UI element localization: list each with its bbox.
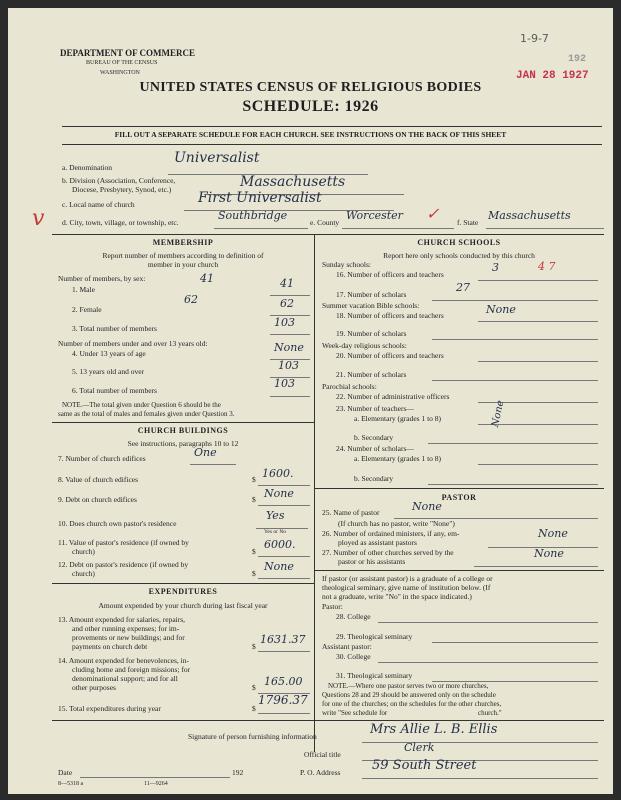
- q10-value: Yes: [266, 509, 285, 522]
- division-value: Massachusetts: [240, 174, 346, 190]
- q23b-label: b. Secondary: [354, 433, 394, 442]
- membership-intro-2: member in your church: [147, 260, 219, 269]
- membership-intro-1: Report number of members according to definition of: [102, 251, 264, 260]
- address-value: 59 South Street: [372, 758, 477, 773]
- county-check-mark: ✓: [426, 204, 440, 223]
- q9-value: None: [264, 487, 294, 500]
- parochial-schools-label: Parochial schools:: [322, 382, 377, 391]
- pastor-note-3: for one of the churches; on the schedules for the other churches,: [322, 700, 502, 708]
- q20-label: 20. Number of officers and teachers: [336, 351, 444, 360]
- pastor-heading: PASTOR: [441, 493, 477, 502]
- total-members-2-label: 6. Total number of members: [72, 386, 157, 395]
- total-members-value: 103: [274, 316, 295, 329]
- members-by-sex-label: Number of members, by sex:: [58, 274, 146, 283]
- q14-line-1: 14. Amount expended for benevolences, in-: [58, 656, 190, 665]
- total-members-2-value: 103: [274, 377, 295, 390]
- q26-line-1: 26. Number of ordained ministers, if any, em-: [322, 529, 460, 538]
- print-number: 11—9264: [144, 781, 168, 787]
- q13-value: 1631.37: [260, 633, 306, 646]
- county-label: e. County: [310, 218, 340, 227]
- q14-line-3: denominational support; and for all: [72, 674, 178, 683]
- pastor-subhead: Pastor:: [322, 602, 343, 611]
- q27-line-2: pastor or his assistants: [338, 557, 406, 566]
- q12-label-1: 12. Debt on pastor's residence (if owned by: [58, 560, 189, 569]
- q18-label: 18. Number of officers and teachers: [336, 311, 444, 320]
- denomination-value: Universalist: [174, 150, 260, 166]
- q14-line-4: other purposes: [72, 683, 116, 692]
- county-value: Worcester: [346, 209, 403, 222]
- male-value: 41: [280, 277, 294, 290]
- q17-value: 27: [456, 281, 470, 294]
- q24b-label: b. Secondary: [354, 474, 394, 483]
- weekday-schools-label: Week-day religious schools:: [322, 341, 407, 350]
- received-date-stamp: JAN 28 1927: [516, 70, 589, 82]
- q13-line-1: 13. Amount expended for salaries, repairs,: [58, 615, 186, 624]
- expenditures-heading: EXPENDITURES: [148, 587, 218, 596]
- q9-label: 9. Debt on church edifices: [58, 495, 137, 504]
- form-title: UNITED STATES CENSUS OF RELIGIOUS BODIES: [139, 80, 482, 95]
- q25-value: None: [412, 500, 442, 513]
- q22-label: 22. Number of administrative officers: [336, 392, 450, 401]
- q7-value: One: [194, 446, 217, 459]
- city-label: d. City, town, village, or township, etc.: [62, 218, 179, 227]
- instruction-line: FILL OUT A SEPARATE SCHEDULE FOR EACH CHURCH. SEE INSTRUCTIONS ON THE BACK OF THIS SHEET: [114, 130, 507, 139]
- q25-note: (If church has no pastor, write "None"): [338, 519, 455, 528]
- date-year: 192: [232, 768, 244, 777]
- q11-dollar: $: [252, 547, 256, 556]
- q14-value: 165.00: [264, 675, 303, 688]
- date-label: Date: [58, 768, 73, 777]
- q10-label: 10. Does church own pastor's residence: [58, 519, 177, 528]
- q7-label: 7. Number of church edifices: [58, 454, 146, 463]
- local-name-label: c. Local name of church: [62, 200, 135, 209]
- female-value: 62: [280, 297, 294, 310]
- graduate-note-2: theological seminary, give name of institution below. (If: [322, 583, 491, 592]
- pencil-note: 1-9-7: [520, 32, 549, 45]
- membership-note-1: NOTE.—The total given under Question 6 should be the: [62, 401, 221, 409]
- male-label: 1. Male: [72, 285, 95, 294]
- pastor-note-2: Questions 28 and 29 should be answered only on the schedule: [322, 691, 496, 699]
- census-schedule-sheet: [8, 8, 613, 794]
- over-13-value: 103: [278, 359, 299, 372]
- city-value: Southbridge: [218, 209, 288, 222]
- q16-label: 16. Number of officers and teachers: [336, 270, 444, 279]
- q12-dollar: $: [252, 569, 256, 578]
- age-intro-label: Number of members under and over 13 years old:: [58, 339, 208, 348]
- q27-value: None: [534, 547, 564, 560]
- q12-value: None: [264, 560, 294, 573]
- membership-note-2: same as the total of males and females given under Question 3.: [58, 410, 235, 418]
- q28-label: 28. College: [336, 612, 371, 621]
- stamp-number: 192: [568, 54, 587, 65]
- q21-label: 21. Number of scholars: [336, 370, 407, 379]
- state-label: f. State: [457, 218, 479, 227]
- q31-label: 31. Theological seminary: [336, 671, 413, 680]
- q26-line-2: ployed as assistant pastors: [338, 538, 417, 547]
- margin-check-mark: v: [32, 206, 45, 231]
- department-block: [60, 48, 195, 78]
- female-annotation: 62: [184, 293, 198, 306]
- q17-label: 17. Number of scholars: [336, 290, 407, 299]
- q14-dollar: $: [252, 683, 256, 692]
- q29-label: 29. Theological seminary: [336, 632, 413, 641]
- graduate-note-3: not a graduate, write "No" in the space indicated.): [322, 592, 472, 601]
- q8-dollar: $: [252, 475, 256, 484]
- q13-dollar: $: [252, 642, 256, 651]
- pastor-note-4b: church.": [478, 709, 502, 717]
- q8-value: 1600.: [262, 467, 294, 480]
- female-label: 2. Female: [72, 305, 102, 314]
- bureau-city: WASHINGTON: [100, 70, 140, 76]
- q24-label: 24. Number of scholars—: [336, 444, 414, 453]
- pastor-note-4: write "See schedule for: [322, 709, 388, 717]
- q15-value: 1796.37: [258, 693, 308, 707]
- male-annotation: 41: [200, 272, 214, 285]
- under-13-label: 4. Under 13 years of age: [72, 349, 146, 358]
- q23a-label: a. Elementary (grades 1 to 8): [354, 414, 442, 423]
- vacation-schools-label: Summer vacation Bible schools:: [322, 301, 420, 310]
- local-name-value: First Universalist: [198, 190, 322, 206]
- q26-value: None: [538, 527, 568, 540]
- address-label: P. O. Address: [300, 768, 341, 777]
- total-members-label: 3. Total number of members: [72, 324, 157, 333]
- department-name: DEPARTMENT OF COMMERCE: [60, 48, 196, 58]
- buildings-heading: CHURCH BUILDINGS: [137, 426, 229, 435]
- schools-heading: CHURCH SCHOOLS: [417, 238, 501, 247]
- schools-vertical-none: None: [490, 399, 507, 429]
- q15-dollar: $: [252, 704, 256, 713]
- official-title-value: Clerk: [404, 741, 435, 754]
- division-label-2: Diocese, Presbytery, Synod, etc.): [72, 185, 172, 194]
- q23-label: 23. Number of teachers—: [336, 404, 414, 413]
- division-label-1: b. Division (Association, Conference,: [62, 176, 176, 185]
- q11-value: 6000.: [264, 538, 296, 551]
- q15-label: 15. Total expenditures during year: [58, 704, 161, 713]
- q16-red-annotation: 4 7: [538, 260, 556, 273]
- q13-line-3: provements or new buildings; and for: [72, 633, 185, 642]
- q14-line-2: cluding home and foreign missions; for: [72, 665, 191, 674]
- q10-hint: Yes or No: [264, 529, 287, 535]
- q18-value: None: [486, 303, 516, 316]
- q16-value: 3: [492, 261, 499, 274]
- q13-line-2: and other running expenses; for im-: [72, 624, 180, 633]
- signature-value: Mrs Allie L. B. Ellis: [370, 722, 498, 737]
- q12-label-2: church): [72, 569, 95, 578]
- q24a-label: a. Elementary (grades 1 to 8): [354, 454, 442, 463]
- bureau-name: BUREAU OF THE CENSUS: [86, 60, 158, 66]
- expenditures-intro: Amount expended by your church during last fiscal year: [98, 601, 268, 610]
- q13-line-4: payments on church debt: [72, 642, 148, 651]
- denomination-label: a. Denomination: [62, 163, 112, 172]
- q30-label: 30. College: [336, 652, 371, 661]
- q19-label: 19. Number of scholars: [336, 329, 407, 338]
- over-13-label: 5. 13 years old and over: [72, 367, 145, 376]
- form-number: 8—5318 a: [58, 781, 84, 787]
- q9-dollar: $: [252, 495, 256, 504]
- assistant-subhead: Assistant pastor:: [322, 642, 372, 651]
- buildings-intro: See instructions, paragraphs 10 to 12: [127, 439, 239, 448]
- q11-label-1: 11. Value of pastor's residence (if owned by: [58, 538, 189, 547]
- graduate-note-1: If pastor (or assistant pastor) is a graduate of a college or: [322, 574, 493, 583]
- membership-heading: MEMBERSHIP: [152, 238, 214, 247]
- state-value: Massachusetts: [488, 209, 571, 222]
- q8-label: 8. Value of church edifices: [58, 475, 139, 484]
- q11-label-2: church): [72, 547, 95, 556]
- pastor-note-1: NOTE.—Where one pastor serves two or more churches,: [328, 682, 489, 690]
- schedule-title: SCHEDULE: 1926: [242, 98, 379, 115]
- sunday-schools-label: Sunday schools:: [322, 260, 371, 269]
- signature-label: Signature of person furnishing information: [188, 732, 317, 741]
- q27-line-1: 27. Number of other churches served by the: [322, 548, 454, 557]
- schools-intro: Report here only schools conducted by this church: [383, 251, 535, 260]
- official-title-label: Official title: [304, 750, 341, 759]
- under-13-value: None: [274, 341, 304, 354]
- q25-label: 25. Name of pastor: [322, 508, 380, 517]
